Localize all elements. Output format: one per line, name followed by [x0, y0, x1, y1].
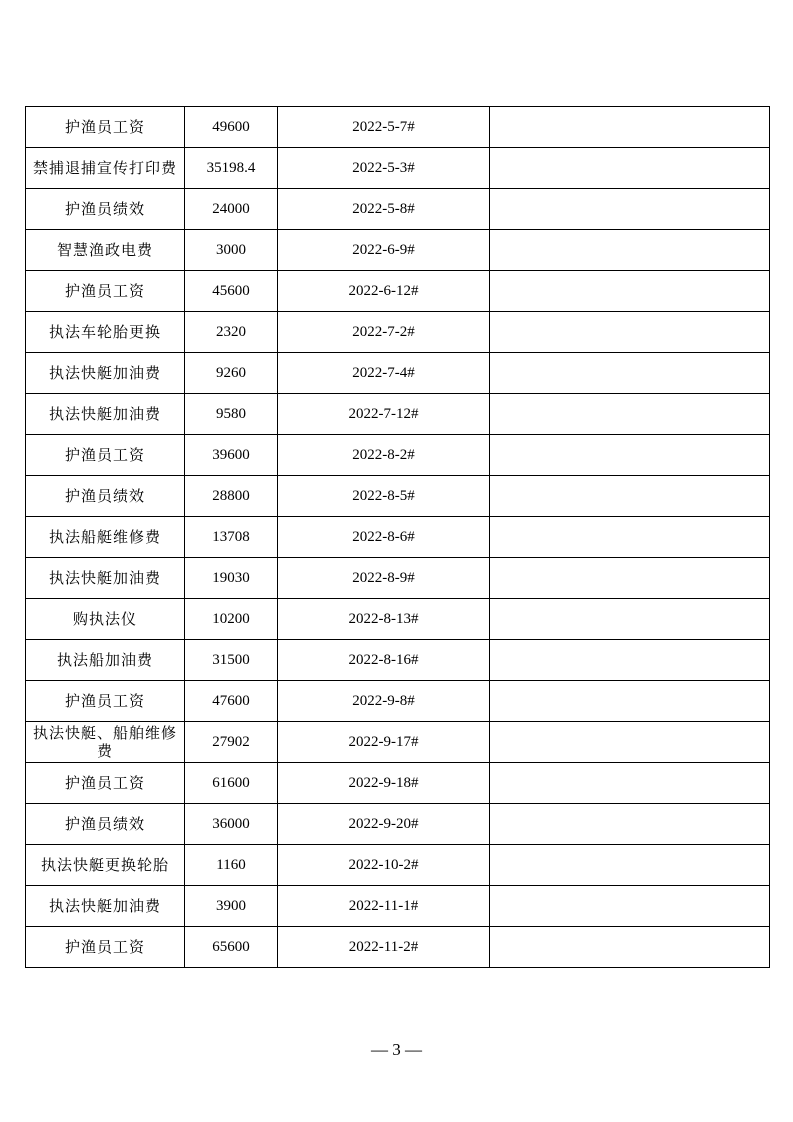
item-cell: 护渔员绩效	[26, 476, 185, 517]
voucher-cell: 2022-11-2#	[278, 927, 490, 968]
voucher-cell: 2022-11-1#	[278, 886, 490, 927]
note-cell	[490, 845, 770, 886]
note-cell	[490, 558, 770, 599]
note-cell	[490, 148, 770, 189]
amount-cell: 49600	[185, 107, 278, 148]
note-cell	[490, 722, 770, 763]
amount-cell: 39600	[185, 435, 278, 476]
table-row	[26, 394, 770, 435]
note-cell	[490, 599, 770, 640]
voucher-cell: 2022-9-20#	[278, 804, 490, 845]
voucher-cell: 2022-9-17#	[278, 722, 490, 763]
table-row	[26, 353, 770, 394]
note-cell	[490, 927, 770, 968]
table-row	[26, 722, 770, 763]
amount-cell: 65600	[185, 927, 278, 968]
voucher-cell: 2022-8-9#	[278, 558, 490, 599]
note-cell	[490, 517, 770, 558]
item-cell: 执法车轮胎更换	[26, 312, 185, 353]
item-cell: 执法快艇加油费	[26, 353, 185, 394]
item-cell: 护渔员工资	[26, 927, 185, 968]
amount-cell: 3900	[185, 886, 278, 927]
table-row	[26, 189, 770, 230]
table-row	[26, 435, 770, 476]
page-number: — 3 —	[371, 1040, 422, 1059]
expense-table-body	[26, 107, 770, 968]
item-cell: 护渔员工资	[26, 681, 185, 722]
voucher-cell: 2022-5-3#	[278, 148, 490, 189]
table-row	[26, 804, 770, 845]
table-row	[26, 845, 770, 886]
amount-cell: 9260	[185, 353, 278, 394]
item-cell: 执法快艇更换轮胎	[26, 845, 185, 886]
note-cell	[490, 107, 770, 148]
table-row	[26, 763, 770, 804]
amount-cell: 45600	[185, 271, 278, 312]
note-cell	[490, 271, 770, 312]
table-row	[26, 599, 770, 640]
item-cell: 护渔员工资	[26, 763, 185, 804]
voucher-cell: 2022-7-4#	[278, 353, 490, 394]
item-cell: 执法快艇加油费	[26, 394, 185, 435]
table-row	[26, 640, 770, 681]
amount-cell: 47600	[185, 681, 278, 722]
amount-cell: 35198.4	[185, 148, 278, 189]
expense-table	[25, 106, 770, 968]
voucher-cell: 2022-8-13#	[278, 599, 490, 640]
amount-cell: 27902	[185, 722, 278, 763]
table-row	[26, 230, 770, 271]
item-cell: 禁捕退捕宣传打印费	[26, 148, 185, 189]
amount-cell: 1160	[185, 845, 278, 886]
table-row	[26, 312, 770, 353]
note-cell	[490, 804, 770, 845]
voucher-cell: 2022-5-8#	[278, 189, 490, 230]
note-cell	[490, 312, 770, 353]
voucher-cell: 2022-8-2#	[278, 435, 490, 476]
voucher-cell: 2022-10-2#	[278, 845, 490, 886]
note-cell	[490, 681, 770, 722]
note-cell	[490, 189, 770, 230]
table-row	[26, 148, 770, 189]
voucher-cell: 2022-9-18#	[278, 763, 490, 804]
note-cell	[490, 886, 770, 927]
voucher-cell: 2022-5-7#	[278, 107, 490, 148]
item-cell: 护渔员工资	[26, 435, 185, 476]
amount-cell: 2320	[185, 312, 278, 353]
item-cell: 智慧渔政电费	[26, 230, 185, 271]
note-cell	[490, 640, 770, 681]
voucher-cell: 2022-9-8#	[278, 681, 490, 722]
voucher-cell: 2022-8-5#	[278, 476, 490, 517]
table-row	[26, 517, 770, 558]
item-cell: 执法快艇、船舶维修费	[26, 722, 185, 763]
table-row	[26, 476, 770, 517]
item-cell: 护渔员工资	[26, 107, 185, 148]
amount-cell: 36000	[185, 804, 278, 845]
voucher-cell: 2022-7-2#	[278, 312, 490, 353]
amount-cell: 3000	[185, 230, 278, 271]
table-row	[26, 927, 770, 968]
note-cell	[490, 230, 770, 271]
voucher-cell: 2022-6-9#	[278, 230, 490, 271]
table-row	[26, 107, 770, 148]
voucher-cell: 2022-8-6#	[278, 517, 490, 558]
amount-cell: 10200	[185, 599, 278, 640]
item-cell: 执法船加油费	[26, 640, 185, 681]
note-cell	[490, 435, 770, 476]
item-cell: 执法快艇加油费	[26, 558, 185, 599]
table-row	[26, 558, 770, 599]
note-cell	[490, 763, 770, 804]
amount-cell: 13708	[185, 517, 278, 558]
table-row	[26, 886, 770, 927]
table-row	[26, 271, 770, 312]
item-cell: 购执法仪	[26, 599, 185, 640]
amount-cell: 9580	[185, 394, 278, 435]
amount-cell: 31500	[185, 640, 278, 681]
voucher-cell: 2022-7-12#	[278, 394, 490, 435]
voucher-cell: 2022-6-12#	[278, 271, 490, 312]
amount-cell: 24000	[185, 189, 278, 230]
item-cell: 执法船艇维修费	[26, 517, 185, 558]
item-cell: 执法快艇加油费	[26, 886, 185, 927]
voucher-cell: 2022-8-16#	[278, 640, 490, 681]
item-cell: 护渔员绩效	[26, 804, 185, 845]
table-row	[26, 681, 770, 722]
amount-cell: 61600	[185, 763, 278, 804]
note-cell	[490, 353, 770, 394]
amount-cell: 19030	[185, 558, 278, 599]
note-cell	[490, 394, 770, 435]
item-cell: 护渔员工资	[26, 271, 185, 312]
note-cell	[490, 476, 770, 517]
item-cell: 护渔员绩效	[26, 189, 185, 230]
amount-cell: 28800	[185, 476, 278, 517]
